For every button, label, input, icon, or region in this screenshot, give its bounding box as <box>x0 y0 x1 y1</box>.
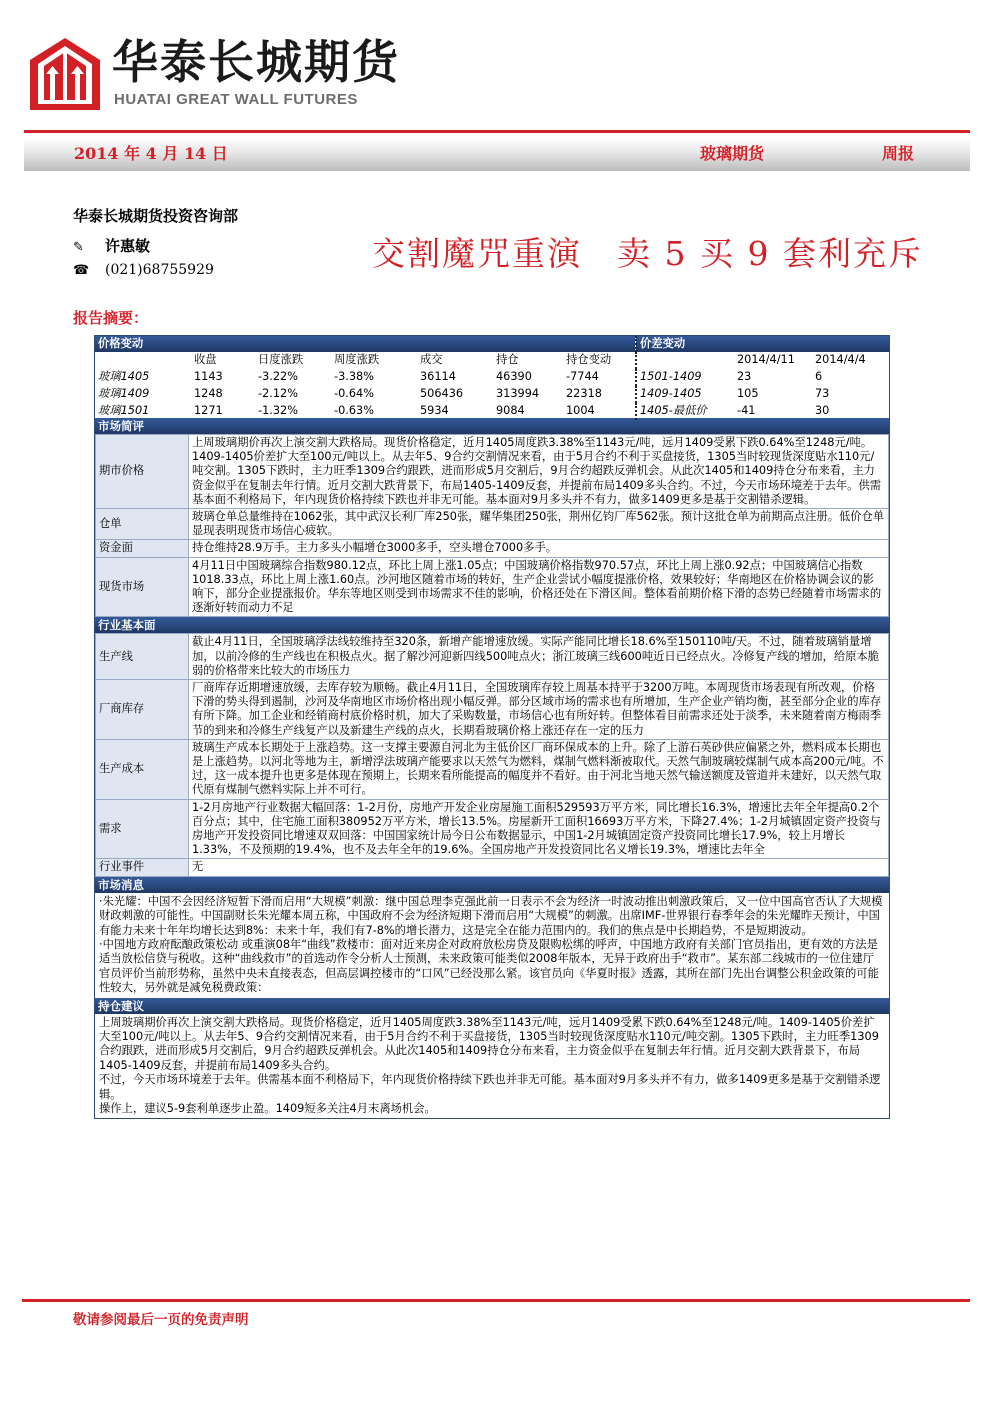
table-header: 成交 <box>420 353 443 367</box>
price-change-table <box>95 336 635 420</box>
table-header: 持仓 <box>496 353 519 367</box>
report-headline: 交割魔咒重演 卖 5 买 9 套利充斥 <box>372 234 923 273</box>
row-text: 厂商库存近期增速放缓，去库存较为顺畅。截止4月11日，全国玻璃库存较上周基本持平于3200万吨。本周现货市场表现有所改观，价格下滑的势头得到遏制，沙河及华南地区市场价格出现小幅反弹。部分区域市场的需求也有所增加，生产企业产销均衡，甚至部分企业的库存有所下降。加工企业和经销商村底价格时机，加大了采购数量，市场信心也有所好转。但整体看目前需求还处于淡季，未来随着南方梅雨季节的到来和冷修生产线复产以及新建生产线的点火，长期看玻璃价格上涨还存在一定的压力 <box>189 680 889 740</box>
table-row <box>96 557 889 617</box>
market-review-table <box>95 434 889 617</box>
price-change-title: 价格变动 <box>95 336 635 352</box>
report-banner <box>24 130 970 171</box>
footer-divider <box>22 1299 970 1302</box>
advice-paragraph: 操作上，建议5-9套利单逐步止盈。1409短多关注4月末离场机会。 <box>99 1101 436 1115</box>
row-text: 截止4月11日，全国玻璃浮法线较维持至320条，新增产能增速放缓。实际产能同比增长18.6%至150110吨/天。不过，随着玻璃销量增加，以前冷修的生产线也在积极点火。据了解沙河迎新四线500吨点火；浙江玻璃三线600吨近日已经点火。冷修复产线的增加，给原本脆弱的价格带来比较大的市场压力 <box>189 634 889 680</box>
row-label: 需求 <box>96 799 189 859</box>
phone-number: (021)68755929 <box>105 262 214 278</box>
table-header: 周度涨跌 <box>334 353 380 367</box>
row-text: 4月11日中国玻璃综合指数980.12点，环比上周上涨1.05点；中国玻璃价格指数970.57点，环比上周上涨0.92点；中国玻璃信心指数1018.33点，环比上周上涨1.60点。沙河地区随着市场的转好，生产企业尝试小幅度提涨价格，效果较好；华南地区在价格协调会议的影响下，部分企业提涨报价。华东等地区则受到市场需求不佳的影响，价格还处在下滑区间。整体看前期价格下滑的态势已经随着市场需求的逐渐好转而动力不足 <box>189 557 889 617</box>
table-header: 收盘 <box>194 353 217 367</box>
row-label: 厂商库存 <box>96 680 189 740</box>
table-row <box>96 859 889 876</box>
report-category: 玻璃期货 <box>700 144 765 163</box>
brand-name-cn: 华泰长城期货 <box>112 35 400 89</box>
report-summary-box <box>94 335 890 1119</box>
row-label: 期市价格 <box>96 435 189 509</box>
holding-advice-body <box>95 1014 889 1119</box>
row-text: 无 <box>189 859 889 876</box>
report-date: 2014 年 4 月 14 日 <box>74 144 228 163</box>
huatai-logo-icon <box>30 38 100 110</box>
market-news-title: 市场消息 <box>95 877 889 893</box>
table-header: 2014/4/4 <box>815 353 866 367</box>
industry-title: 行业基本面 <box>95 617 889 633</box>
author-name: 许惠敏 <box>105 237 151 255</box>
table-header: 日度涨跌 <box>258 353 304 367</box>
row-text: 玻璃生产成本长期处于上涨趋势。这一支撑主要源自河北为主低价区厂商环保成本的上升。除了上游石英砂供应偏紧之外，燃料成本长期也是上涨趋势。以河北等地为主，新增浮法玻璃产能要求以天然气为燃料，煤制气燃料渐被取代。天然气制玻璃较煤制气成本高200元/吨。不过，这一成本提升也更多是体现在预期上，长期来看所能提高的幅度并不看好。由于河北当地天然气输送额度及管道并未建好，以天然气取代原有煤制气燃料实际上并不可行。 <box>189 739 889 799</box>
table-header <box>636 352 734 369</box>
table-row <box>96 634 889 680</box>
news-item: ·朱光耀：中国不会因经济短暂下滑而启用“大规模”刺激：继中国总理李克强此前一日表示不会为经济一时波动推出刺激政策后，又一位中国高官否认了大规模财政刺激的可能性。中国副财长朱光耀本周五称，中国政府不会为经济短期下滑而启用“大规模”的刺激。出席IMF-世界银行春季年会的朱光耀昨天预计，中国有能力未来十年年均增长达到8%：未来十年，我们有7-8%的增长潜力，这是完全在能力范围内的。我们的焦点是中长期趋势，不是短期波动。 <box>99 894 883 937</box>
table-row: 1409-1405 105 73 <box>640 387 830 401</box>
phone-row <box>73 262 214 278</box>
edit-icon: ✎ <box>73 240 84 255</box>
row-label: 仓单 <box>96 509 189 540</box>
table-row: 玻璃1409 1248 -2.12% -0.64% 506436 313994 22318 <box>98 387 602 401</box>
department: 华泰长城期货投资咨询部 <box>73 207 239 225</box>
industry-table <box>95 633 889 876</box>
row-text: 1-2月房地产行业数据大幅回落：1-2月份，房地产开发企业房屋施工面积529593万平方米，同比增长16.3%，增速比去年全年提高0.2个百分点；其中，住宅施工面积380952万平方米，增长13.5%。房屋新开工面积16693万平方米，下降27.4%；1-2月城镇固定资产投资与房地产开发投资同比增速双双回落：中国国家统计局今日公布数据显示，中国1-2月城镇固定资产投资同比增长17.9%，较上月增长1.33%，不及预期的19.4%，也不及去年全年的19.6%。全国房地产开发投资同比名义增长19.3%，增速比去年全 <box>189 799 889 859</box>
spread-change-title: 价差变动 <box>636 336 889 352</box>
news-item: ·中国地方政府酝酿政策松动 或重演08年“曲线”救楼市：面对近来房企对政府放松房贷及限购松绑的呼声，中国地方政府有关部门官员指出，更有效的方法是适当放松信贷与税收。这种“曲线救市”的首选动作令分析人士预测，未来政策可能类似2008年版本，无异于政府出手“救市”。某东部二线城市的一位住建厅官员评价当前形势称，虽然中央未直接表态，但高层调控楼市的“口风”已经没那么紧。该官员向《华夏时报》透露，其所在部门先出台调整公积金政策的可能性较大，另外就是减免税费政策： <box>99 937 879 995</box>
advice-paragraph: 上周玻璃期价再次上演交割大跌格局。现货价格稳定，近月1405周度跌3.38%至1143元/吨，远月1409受累下跌0.64%至1248元/吨。1409-1405价差扩大至100元/吨以上。从去年5、9合约交割情况来看，由于5月合约不利于买盘接货，1305当时较现货深度贴水110元/吨交割。1305下跌时，主力旺季1309合约跟跌，进而形成5月交割后，9月合约超跌反弹机会。从此次1405和1409持仓分布来看，主力资金似乎在复制去年行情。近月交割大跌背景下，布局1405-1409反套，并提前布局1409多头合约。 <box>99 1015 879 1072</box>
table-row <box>96 799 889 859</box>
row-text: 持仓维持28.9万手。主力多头小幅增仓3000多手，空头增仓7000多手。 <box>189 540 889 557</box>
row-label: 资金面 <box>96 540 189 557</box>
market-news-body <box>95 893 889 998</box>
row-label: 行业事件 <box>96 859 189 876</box>
table-row <box>96 540 889 557</box>
row-label: 生产成本 <box>96 739 189 799</box>
spread-change-table <box>635 336 889 420</box>
table-header: 2014/4/11 <box>737 353 795 367</box>
market-review-title: 市场简评 <box>95 418 889 434</box>
report-type: 周报 <box>882 144 915 163</box>
table-row: 玻璃1405 1143 -3.22% -3.38% 36114 46390 -7744 <box>98 370 599 384</box>
disclaimer-note: 敬请参阅最后一页的免责声明 <box>73 1312 249 1328</box>
brand-name-en: HUATAI GREAT WALL FUTURES <box>114 91 358 108</box>
price-section <box>95 336 889 418</box>
advice-paragraph: 不过，今天市场环境差于去年。供需基本面不利格局下，年内现货价格持续下跌也并非无可能。基本面对9月多头并不有力，做多1409更多是基于交割错杀逻辑。 <box>99 1073 881 1101</box>
table-row: 1405-最低价 -41 30 <box>640 404 830 418</box>
table-header: 持仓变动 <box>566 353 612 367</box>
table-header <box>95 352 191 369</box>
table-row <box>96 435 889 509</box>
table-row <box>96 680 889 740</box>
row-text: 上周玻璃期价再次上演交割大跌格局。现货价格稳定，近月1405周度跌3.38%至1143元/吨，远月1409受累下跌0.64%至1248元/吨。1409-1405价差扩大至100元/吨以上。从去年5、9合约交割情况来看，由于5月合约不利于买盘接货，1305当时较现货深度贴水110元/吨交割。1305下跌时，主力旺季1309合约跟跌，进而形成5月交割后，9月合约超跌反弹机会。从此次1405和1409持仓分布来看，主力资金似乎在复制去年行情。近月交割大跌背景下，布局1405-1409反套，并提前布局1409多头合约。不过，今天市场环境差于去年。供需基本面不利格局下，年内现货价格持续下跌也并非无可能。基本面对9月多头并不有力，做多1409更多是基于交割错杀逻辑。 <box>189 435 889 509</box>
table-row: 1501-1409 23 6 <box>640 370 823 384</box>
row-label: 生产线 <box>96 634 189 680</box>
summary-label: 报告摘要： <box>73 309 149 327</box>
table-row <box>96 739 889 799</box>
row-label: 现货市场 <box>96 557 189 617</box>
phone-icon: ☎ <box>73 263 90 278</box>
author-row <box>73 235 150 256</box>
row-text: 玻璃仓单总量维持在1062张，其中武汉长利厂库250张，耀华集团250张，荆州亿钧厂库562张。预计这批仓单为前期高点注册。低价仓单显现表明现货市场信心疲软。 <box>189 509 889 540</box>
table-row <box>96 509 889 540</box>
holding-advice-title: 持仓建议 <box>95 998 889 1014</box>
table-row: 玻璃1501 1271 -1.32% -0.63% 5934 9084 1004 <box>98 404 595 418</box>
